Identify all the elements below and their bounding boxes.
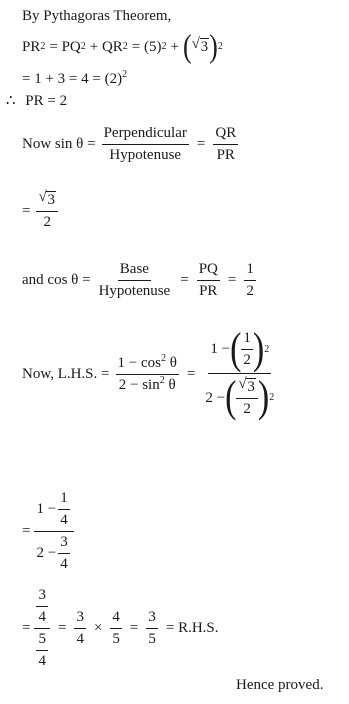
- denominator: $2 - \sin^2 \theta$: [118, 374, 176, 393]
- denominator: Hypotenuse: [109, 146, 182, 163]
- cosine-equation: [22, 258, 258, 302]
- therefore-symbol: ∴: [6, 93, 16, 109]
- equals: =: [186, 365, 196, 382]
- root-three: √ 3: [191, 36, 209, 55]
- denominator: 2 − ( √ 3 2 ) 2: [205, 373, 275, 422]
- sum-line: [22, 69, 128, 87]
- numerator: 1 − $\frac{1}{4}$: [34, 490, 73, 532]
- equals: =: [196, 135, 206, 152]
- numerator: 1 − ( $\frac{1}{2}$ ) 2: [210, 324, 270, 373]
- final-step: [22, 580, 219, 676]
- fraction-pq-pr: [197, 261, 220, 300]
- sine-equation: [22, 122, 240, 166]
- denominator: 2: [246, 282, 254, 299]
- lhs-equation: [22, 318, 278, 430]
- fraction-root3-2: [36, 191, 58, 231]
- plus-sign: +: [170, 38, 179, 55]
- fraction-1-2: [244, 261, 256, 300]
- fraction-qr-pr: [213, 125, 238, 164]
- fraction-perp-hyp: [102, 125, 189, 164]
- denominator: Hypotenuse: [98, 282, 171, 299]
- fraction-base-hyp: [97, 261, 173, 300]
- fraction-3-4: $\frac{3}{4}$: [76, 608, 84, 647]
- fraction-3-5: $\frac{3}{5}$: [148, 608, 156, 647]
- numerator: √ 3: [36, 191, 58, 212]
- paren-open: (: [182, 28, 192, 65]
- fraction-cos-sin: [116, 352, 179, 394]
- denominator: PR: [216, 146, 235, 163]
- denominator: 2: [43, 214, 51, 230]
- therefore-line: [6, 94, 67, 109]
- pr-term: PR: [22, 38, 41, 55]
- five-term: = (5): [131, 38, 162, 55]
- exp: 2: [122, 69, 128, 80]
- numerator: $\frac{3}{4}$: [34, 587, 50, 629]
- fraction-substituted: [203, 324, 276, 422]
- denominator: $\frac{5}{4}$: [38, 630, 46, 669]
- fraction-compound: [34, 587, 50, 670]
- equals: =: [22, 619, 31, 636]
- sine-value: [22, 186, 60, 236]
- numerator: Perpendicular: [102, 125, 189, 145]
- times-sign: ×: [93, 619, 103, 636]
- paren-close: ): [209, 28, 218, 65]
- numerator: Base: [118, 261, 151, 281]
- rhs-label: = R.H.S.: [165, 619, 219, 636]
- equals: =: [180, 271, 189, 288]
- cosine-lead: and cos θ =: [22, 271, 91, 288]
- sine-lead: Now sin θ =: [22, 135, 96, 152]
- equals: =: [57, 619, 67, 636]
- fraction-quarters: [34, 490, 73, 573]
- equals: =: [22, 202, 31, 219]
- denominator: 2 − $\frac{3}{4}$: [36, 533, 68, 572]
- qr-term: + QR: [89, 38, 123, 55]
- page-title: By Pythagoras Theorem,: [22, 8, 172, 24]
- sum-text: = 1 + 3 = 4 = (2): [22, 71, 123, 87]
- equals: =: [129, 619, 139, 636]
- denominator: PR: [199, 282, 218, 299]
- numerator: 1: [244, 261, 256, 281]
- pythagoras-equation: PR 2 = PQ 2 + QR 2 = (5) 2 + ( √ 3 ) 2: [22, 28, 223, 65]
- quarter-step: [22, 484, 76, 578]
- lhs-lead: Now, L.H.S. =: [22, 365, 110, 382]
- numerator: $1 - \cos^2 \theta$: [116, 355, 179, 375]
- conclusion: Hence proved.: [236, 677, 324, 693]
- numerator: PQ: [197, 261, 220, 281]
- pq-term: = PQ: [49, 38, 81, 55]
- fraction-4-5: $\frac{4}{5}$: [112, 608, 120, 647]
- equals: =: [22, 522, 31, 539]
- equals: =: [227, 271, 237, 288]
- pr-result: PR = 2: [25, 93, 68, 109]
- numerator: QR: [213, 125, 238, 145]
